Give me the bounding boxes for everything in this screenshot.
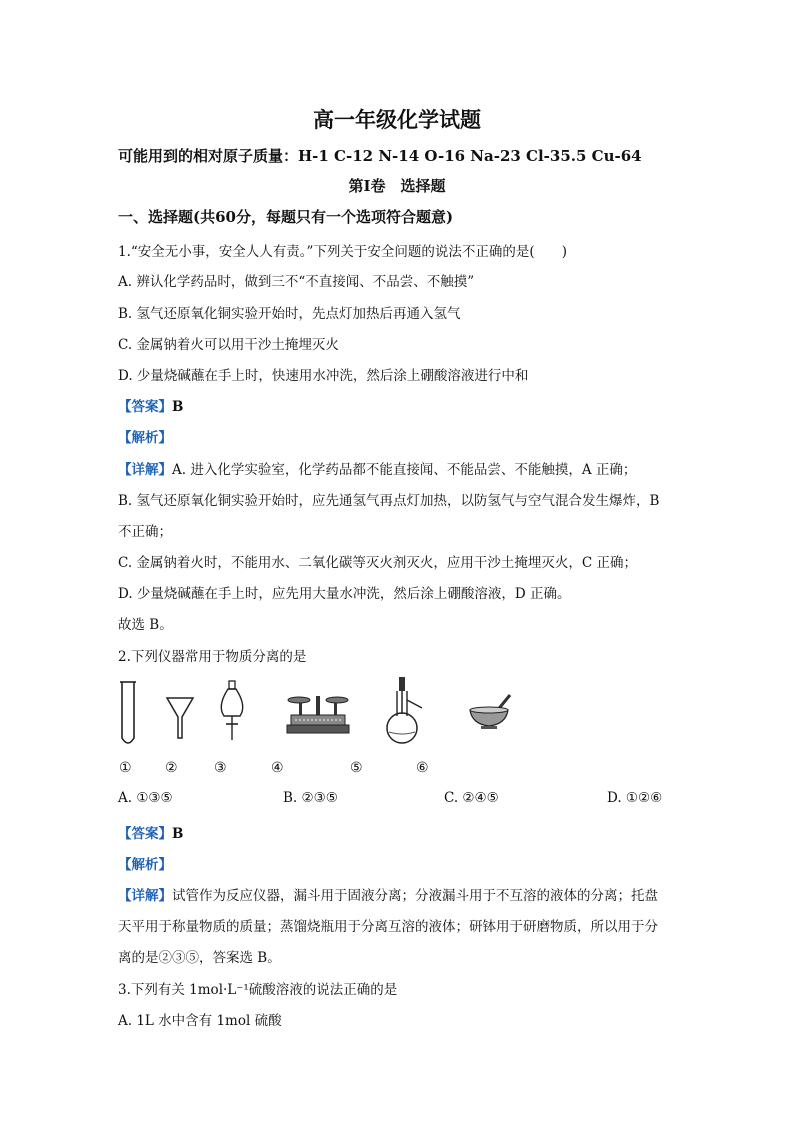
q1-detail-text-1: A. 进入化学实验室，化学药品都不能直接闻、不能品尝、不能触摸，A 正确； — [172, 462, 637, 478]
q1-detail-3: 不正确； — [118, 524, 172, 540]
q2-detail-1 — [118, 884, 658, 904]
q2-option-b: B. ②③⑤ — [283, 790, 338, 806]
q3-option-a: A. 1L 水中含有 1mol 硫酸 — [118, 1013, 282, 1029]
q1-option-a: A. 辨认化学药品时，做到三不“不直接闻、不品尝、不触摸” — [118, 274, 475, 290]
detail-tag: 【详解】 — [118, 888, 172, 904]
q1-detail-6: 故选 B。 — [118, 617, 173, 633]
q1-detail-5: D. 少量烧碱蘸在手上时，应先用大量水冲洗，然后涂上硼酸溶液，D 正确。 — [118, 586, 571, 602]
answer-tag: 【答案】 — [118, 826, 172, 842]
q1-analysis — [118, 426, 172, 446]
q1-option-b: B. 氢气还原氧化铜实验开始时，先点灯加热后再通入氢气 — [118, 306, 461, 322]
distillation-flask-icon — [382, 676, 426, 746]
q2-stem: 2.下列仪器常用于物质分离的是 — [118, 649, 307, 665]
q1-stem: 1.“安全无小事，安全人人有责。”下列关于安全问题的说法不正确的是( ) — [118, 244, 567, 260]
q2-detail-2: 天平用于称量物质的质量；蒸馏烧瓶用于分离互溶的液体；研钵用于研磨物质，所以用于分 — [118, 919, 658, 935]
q2-option-d: D. ①②⑥ — [607, 790, 663, 806]
balance-icon — [285, 690, 351, 736]
apparatus-label-6: ⑥ — [416, 760, 429, 776]
q1-detail-4: C. 金属钠着火时，不能用水、二氧化碳等灭火剂灭火，应用干沙土掩埋灭火，C 正确； — [118, 555, 638, 571]
q2-option-a: A. ①③⑤ — [118, 790, 173, 806]
q2-answer — [118, 822, 183, 842]
q2-detail-text-1: 试管作为反应仪器，漏斗用于固液分离；分液漏斗用于不互溶的液体的分离；托盘 — [172, 888, 658, 904]
atomic-mass-note: 可能用到的相对原子质量：H-1 C-12 N-14 O-16 Na-23 Cl-35.5 Cu-64 — [118, 147, 642, 165]
answer-value: B — [172, 826, 184, 842]
part-heading: 第Ⅰ卷 选择题 — [348, 177, 446, 195]
q1-option-c: C. 金属钠着火可以用干沙土掩埋灭火 — [118, 337, 339, 353]
page-title: 高一年级化学试题 — [313, 107, 481, 132]
q2-option-c: C. ②④⑤ — [444, 790, 499, 806]
analysis-tag: 【解析】 — [118, 857, 172, 873]
apparatus-label-1: ① — [119, 760, 132, 776]
funnel-icon — [165, 695, 195, 740]
q1-answer — [118, 395, 183, 415]
q2-analysis — [118, 853, 172, 873]
answer-value: B — [172, 399, 184, 415]
detail-tag: 【详解】 — [118, 462, 172, 478]
q2-detail-3: 离的是②③⑤，答案选 B。 — [118, 950, 281, 966]
separatory-funnel-icon — [215, 680, 249, 742]
q1-detail-1 — [118, 458, 636, 478]
answer-tag: 【答案】 — [118, 399, 172, 415]
apparatus-label-3: ③ — [214, 760, 227, 776]
q3-stem: 3.下列有关 1mol·L⁻¹硫酸溶液的说法正确的是 — [118, 982, 398, 998]
apparatus-label-5: ⑤ — [350, 760, 363, 776]
section-heading: 一、选择题(共60分，每题只有一个选项符合题意) — [118, 208, 454, 226]
q1-option-d: D. 少量烧碱蘸在手上时，快速用水冲洗，然后涂上硼酸溶液进行中和 — [118, 368, 529, 384]
test-tube-icon — [118, 680, 138, 750]
apparatus-label-2: ② — [165, 760, 178, 776]
analysis-tag: 【解析】 — [118, 430, 172, 446]
q1-detail-2: B. 氢气还原氧化铜实验开始时，应先通氢气再点灯加热，以防氢气与空气混合发生爆炸，B — [118, 493, 660, 509]
apparatus-label-4: ④ — [271, 760, 284, 776]
mortar-icon — [466, 692, 514, 732]
